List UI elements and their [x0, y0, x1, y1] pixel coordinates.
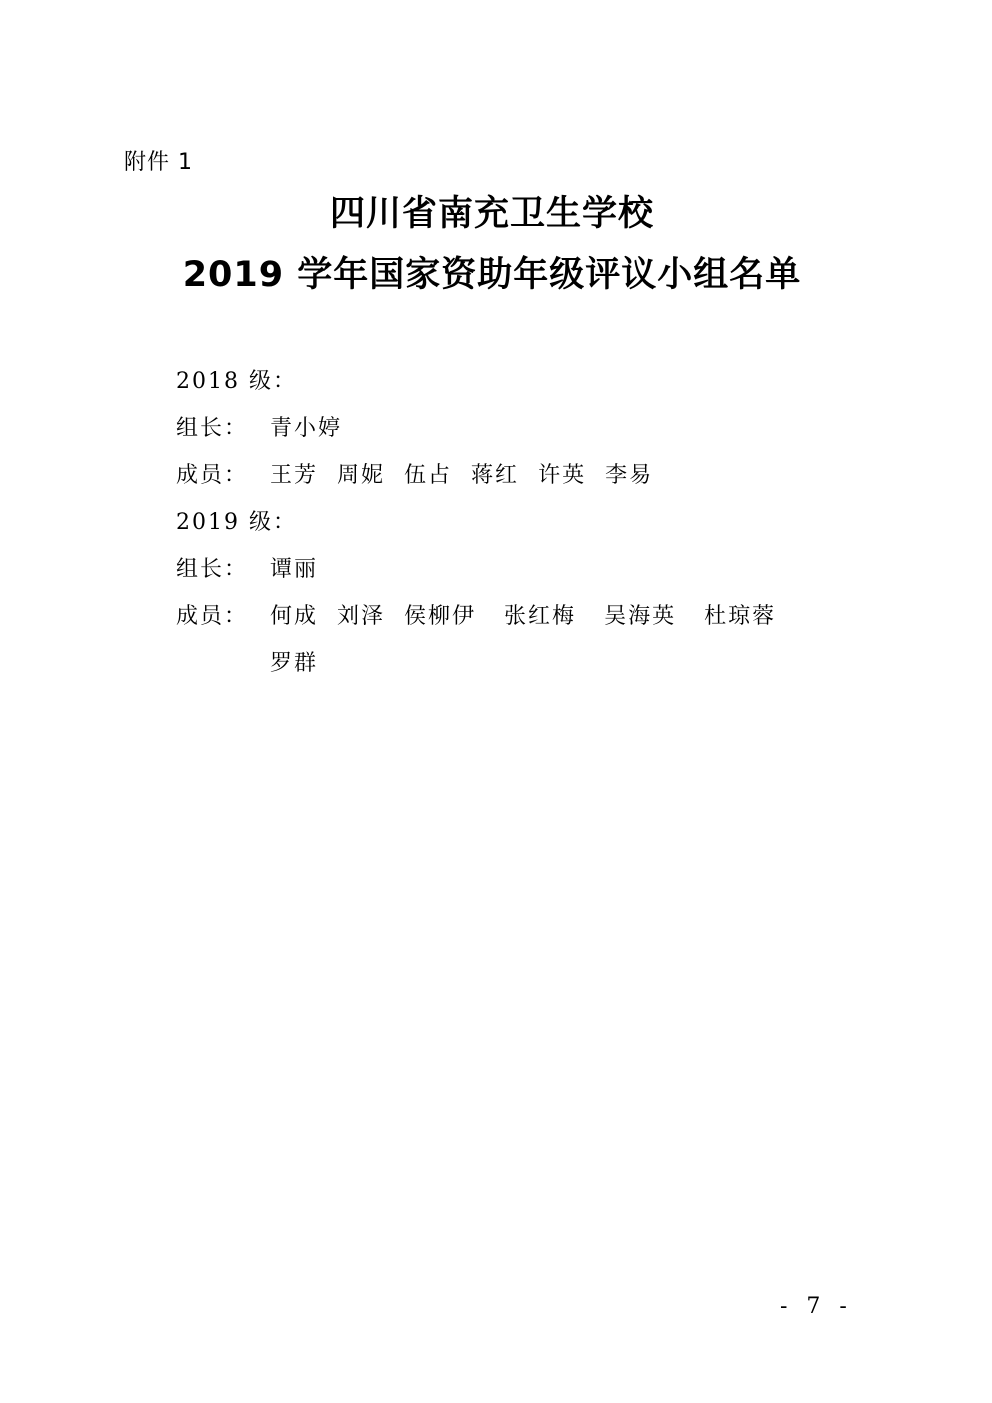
member-list	[270, 452, 672, 499]
grade-heading-2019: 2019 级：	[176, 510, 297, 535]
page-number: - 7 -	[780, 1294, 853, 1319]
member-name: 伍占	[404, 463, 453, 488]
leader-row-2018	[176, 405, 795, 452]
leader-name: 谭丽	[270, 557, 319, 582]
member-name: 许英	[538, 463, 587, 488]
member-name: 李易	[605, 463, 654, 488]
document-title-line-1: 四川省南充卫生学校	[329, 194, 654, 234]
member-name: 侯柳伊	[404, 604, 477, 629]
members-row-2018	[176, 452, 795, 499]
member-name: 刘泽	[337, 604, 386, 629]
leader-label: 组长：	[176, 416, 249, 441]
member-name: 杜琼蓉	[704, 604, 777, 629]
members-label: 成员：	[176, 463, 249, 488]
members-label: 成员：	[176, 604, 249, 629]
leader-label: 组长：	[176, 557, 249, 582]
committee-list	[176, 358, 795, 687]
member-name: 吴海英	[604, 604, 677, 629]
grade-heading-2018: 2018 级：	[176, 369, 297, 394]
document-title-line-2: 2019 学年国家资助年级评议小组名单	[182, 255, 802, 295]
attachment-label: 附件 1	[124, 150, 193, 175]
leader-name: 青小婷	[270, 416, 343, 441]
member-list	[270, 593, 795, 640]
member-name: 王芳	[270, 463, 319, 488]
member-name: 蒋红	[471, 463, 520, 488]
member-name: 罗群	[270, 651, 319, 676]
members-row-2019-continued	[176, 640, 795, 687]
leader-row-2019	[176, 546, 795, 593]
member-name: 张红梅	[504, 604, 577, 629]
member-name: 周妮	[337, 463, 386, 488]
members-row-2019	[176, 593, 795, 640]
member-name: 何成	[270, 604, 319, 629]
